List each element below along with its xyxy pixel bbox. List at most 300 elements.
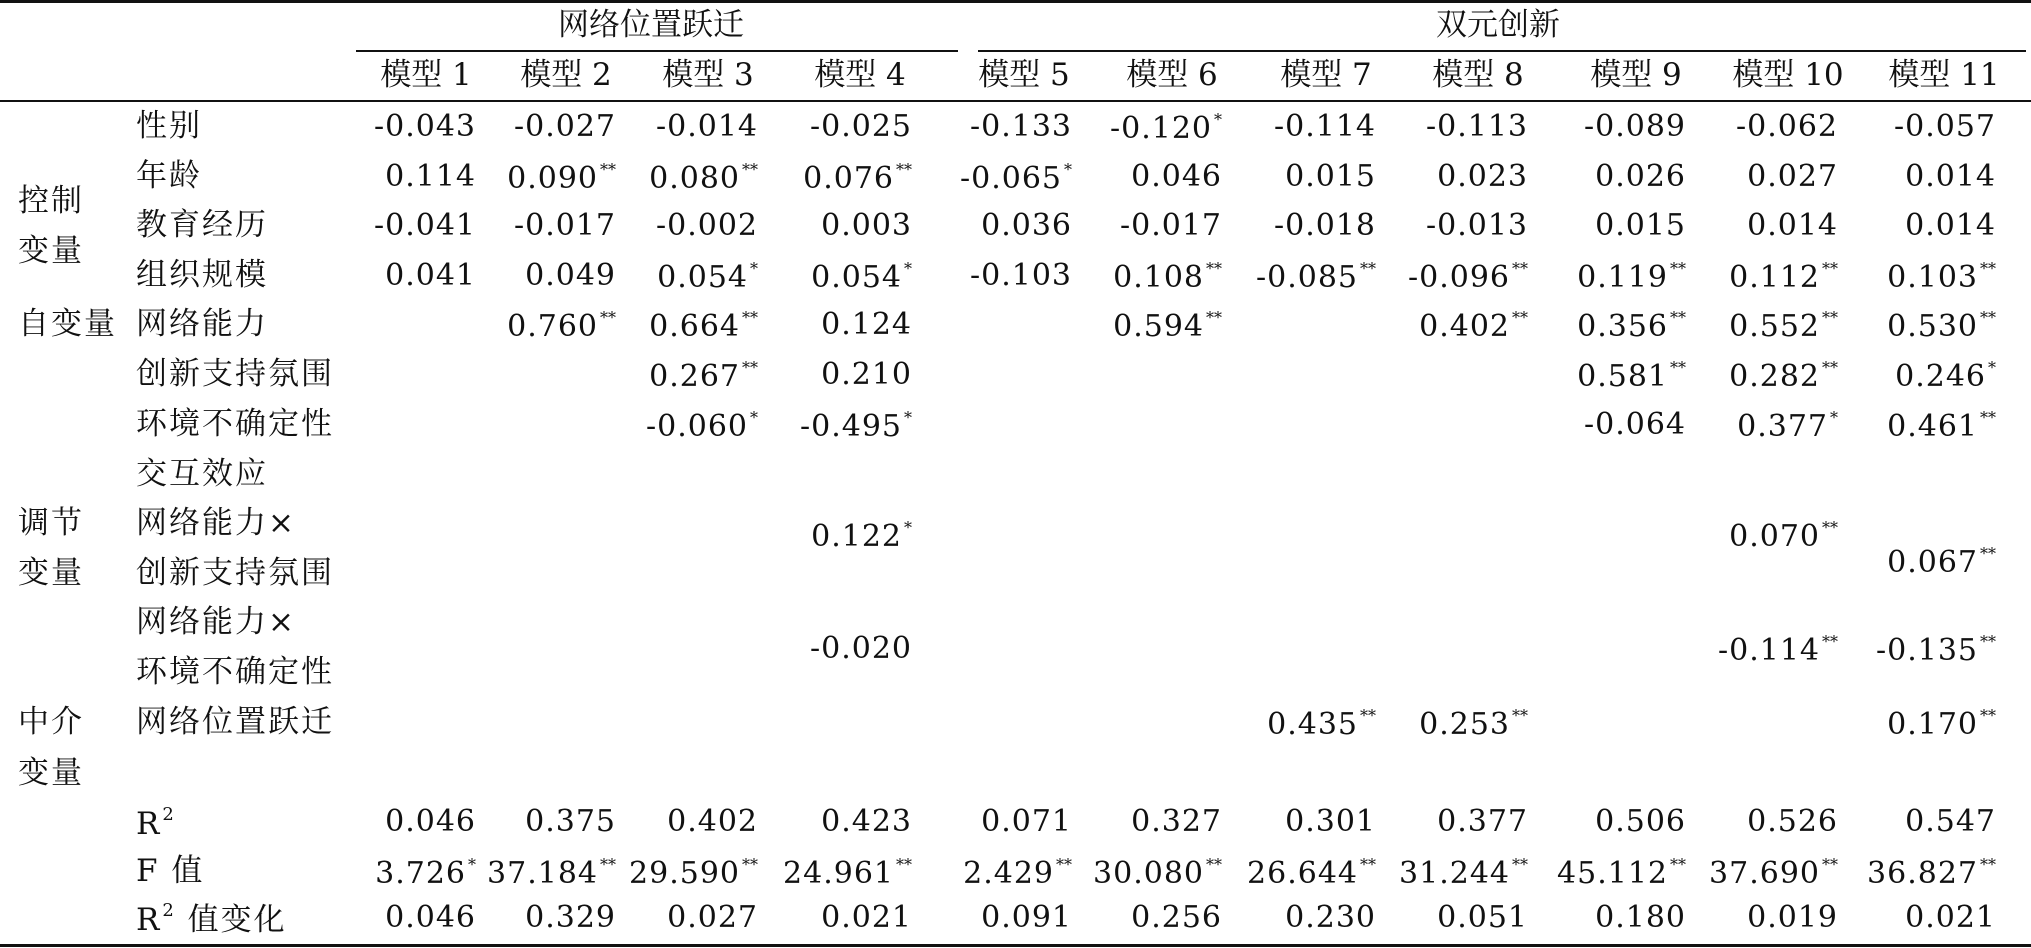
cell-education-model-3	[608, 208, 758, 243]
cell-f-value-model-11	[1846, 857, 1996, 889]
cell-value: 0.014	[1905, 208, 1996, 243]
significance-mark: *	[1064, 160, 1072, 179]
cell-value: -0.135	[1875, 633, 1978, 668]
cell-value: -0.043	[373, 109, 476, 144]
cell-education-model-7	[1226, 208, 1376, 243]
significance-mark: **	[1670, 855, 1686, 874]
cell-age-model-1	[326, 159, 476, 194]
cell-value: 0.124	[821, 307, 912, 342]
cell-value: 0.046	[1131, 159, 1222, 194]
cell-value: -0.017	[513, 208, 616, 243]
cell-education-model-11	[1846, 208, 1996, 243]
significance-mark: *	[468, 855, 476, 874]
model-header-10: 模型 10	[1732, 57, 1844, 93]
significance-mark: **	[1980, 408, 1996, 427]
cell-value: 0.041	[385, 258, 476, 293]
cell-r2-change-model-7	[1226, 900, 1376, 935]
model-header-7: 模型 7	[1280, 57, 1372, 93]
cell-value: 0.506	[1595, 804, 1686, 839]
cell-gender-model-9	[1536, 109, 1686, 144]
significance-mark: **	[1980, 855, 1996, 874]
cell-r2-model-4	[762, 804, 912, 839]
cell-r2-change-model-4	[762, 900, 912, 935]
model-header-9: 模型 9	[1590, 57, 1682, 93]
cell-value: 0.356	[1577, 309, 1668, 344]
row-label-network-capability: 网络能力	[136, 306, 268, 342]
cell-value: -0.060	[645, 409, 748, 444]
row-label-env-uncertainty: 环境不确定性	[136, 406, 334, 442]
model-header-5: 模型 5	[978, 57, 1070, 93]
cell-value: -0.103	[969, 258, 1072, 293]
cell-gender-model-3	[608, 109, 758, 144]
cell-r2-model-2	[466, 804, 616, 839]
cell-value: 0.114	[385, 159, 476, 194]
significance-mark: **	[1512, 855, 1528, 874]
r2-change-letter: R	[136, 902, 162, 938]
cell-org-size-model-5	[922, 258, 1072, 293]
cell-value: 0.256	[1131, 900, 1222, 935]
row-label-nc-x-climate: 创新支持氛围	[136, 555, 334, 591]
cell-network-capability-model-2	[466, 310, 616, 342]
row-label-innovation-climate: 创新支持氛围	[136, 356, 334, 392]
significance-mark: *	[904, 259, 912, 278]
cell-value: 0.210	[821, 357, 912, 392]
cell-value: 0.282	[1729, 359, 1820, 394]
significance-mark: **	[1206, 259, 1222, 278]
cell-network-position-model-11	[1846, 708, 1996, 740]
cell-age-model-11	[1846, 159, 1996, 194]
group-right-underline	[978, 50, 2026, 52]
cell-org-size-model-7	[1226, 261, 1376, 293]
row-label-nc-x-2: 网络能力×	[136, 604, 296, 640]
cell-gender-model-5	[922, 109, 1072, 144]
cell-age-model-2	[466, 162, 616, 194]
cell-age-model-10	[1688, 159, 1838, 194]
cell-education-model-9	[1536, 208, 1686, 243]
significance-mark: *	[1214, 110, 1222, 129]
cell-nc-x-uncertainty-model-10	[1688, 634, 1838, 666]
cell-r2-model-3	[608, 804, 758, 839]
significance-mark: **	[1670, 358, 1686, 377]
significance-mark: **	[1360, 706, 1376, 725]
cell-value: 0.023	[1437, 159, 1528, 194]
cell-value: 26.644	[1247, 856, 1358, 891]
cell-env-uncertainty-model-4	[762, 410, 912, 442]
cell-gender-model-11	[1846, 109, 1996, 144]
cell-r2-change-model-8	[1378, 900, 1528, 935]
r2-change-superscript: 2	[162, 900, 176, 921]
cell-value: -0.114	[1717, 633, 1820, 668]
cell-org-size-model-3	[608, 261, 758, 293]
cell-value: -0.020	[809, 631, 912, 666]
model-header-4: 模型 4	[814, 57, 906, 93]
cell-r2-model-10	[1688, 804, 1838, 839]
r2-letter: R	[136, 806, 162, 842]
group-label-independent: 自变量	[18, 306, 117, 342]
cell-value: 0.108	[1113, 260, 1204, 295]
cell-value: 0.547	[1905, 804, 1996, 839]
model-header-8: 模型 8	[1432, 57, 1524, 93]
group-label-mediator-2: 变量	[18, 755, 84, 791]
cell-value: 0.301	[1285, 804, 1376, 839]
cell-value: -0.041	[373, 208, 476, 243]
significance-mark: **	[896, 160, 912, 179]
cell-r2-change-model-6	[1072, 900, 1222, 935]
cell-r2-change-model-9	[1536, 900, 1686, 935]
row-label-gender: 性别	[136, 108, 202, 144]
cell-value: 0.026	[1595, 159, 1686, 194]
significance-mark: **	[1670, 308, 1686, 327]
significance-mark: **	[1670, 259, 1686, 278]
cell-value: 0.103	[1887, 260, 1978, 295]
cell-gender-model-1	[326, 109, 476, 144]
row-label-nc-x-1: 网络能力×	[136, 505, 296, 541]
cell-value: 0.027	[667, 900, 758, 935]
significance-mark: **	[1822, 308, 1838, 327]
cell-value: 0.180	[1595, 900, 1686, 935]
significance-mark: *	[750, 259, 758, 278]
cell-value: 0.230	[1285, 900, 1376, 935]
significance-mark: **	[742, 308, 758, 327]
cell-value: -0.002	[655, 208, 758, 243]
cell-env-uncertainty-model-9	[1536, 407, 1686, 442]
row-label-nc-x-uncertainty: 环境不确定性	[136, 654, 334, 690]
r2-change-suffix: 值变化	[187, 902, 287, 938]
significance-mark: **	[1360, 259, 1376, 278]
cell-network-capability-model-4	[762, 307, 912, 342]
cell-nc-x-uncertainty-model-4	[762, 631, 912, 666]
group-label-control-2: 变量	[18, 233, 84, 269]
cell-value: -0.085	[1255, 260, 1358, 295]
cell-r2-model-6	[1072, 804, 1222, 839]
significance-mark: **	[1980, 632, 1996, 651]
cell-gender-model-2	[466, 109, 616, 144]
model-header-6: 模型 6	[1126, 57, 1218, 93]
cell-r2-change-model-5	[922, 900, 1072, 935]
cell-value: 0.014	[1905, 159, 1996, 194]
cell-gender-model-7	[1226, 109, 1376, 144]
row-label-r2	[136, 806, 176, 840]
cell-value: 0.526	[1747, 804, 1838, 839]
cell-value: 0.327	[1131, 804, 1222, 839]
row-label-f-value: F 值	[136, 853, 205, 889]
cell-value: 0.021	[821, 900, 912, 935]
significance-mark: **	[1980, 259, 1996, 278]
cell-value: -0.065	[959, 161, 1062, 196]
cell-gender-model-8	[1378, 109, 1528, 144]
cell-nc-x-climate-model-10	[1688, 520, 1838, 552]
cell-nc-x-uncertainty-model-11	[1846, 634, 1996, 666]
significance-mark: **	[1512, 308, 1528, 327]
cell-env-uncertainty-model-3	[608, 410, 758, 442]
cell-value: 0.046	[385, 804, 476, 839]
cell-value: -0.089	[1583, 109, 1686, 144]
cell-value: 2.429	[963, 856, 1054, 891]
cell-value: 0.267	[649, 359, 740, 394]
cell-value: 0.377	[1437, 804, 1528, 839]
cell-education-model-8	[1378, 208, 1528, 243]
cell-value: -0.096	[1407, 260, 1510, 295]
cell-network-position-model-8	[1378, 708, 1528, 740]
cell-age-model-6	[1072, 159, 1222, 194]
cell-value: 29.590	[629, 856, 740, 891]
significance-mark: *	[904, 518, 912, 537]
group-label-moderator-2: 变量	[18, 555, 84, 591]
cell-nc-x-climate-model-4	[762, 520, 912, 552]
cell-org-size-model-11	[1846, 261, 1996, 293]
group-label-control-1: 控制	[18, 183, 84, 219]
cell-innovation-climate-model-10	[1688, 360, 1838, 392]
cell-r2-change-model-10	[1688, 900, 1838, 935]
cell-age-model-4	[762, 162, 912, 194]
cell-value: 0.051	[1437, 900, 1528, 935]
cell-age-model-9	[1536, 159, 1686, 194]
cell-value: 0.594	[1113, 309, 1204, 344]
cell-f-value-model-8	[1378, 857, 1528, 889]
cell-value: 0.046	[385, 900, 476, 935]
cell-r2-model-9	[1536, 804, 1686, 839]
cell-value: 37.184	[487, 856, 598, 891]
cell-value: 0.461	[1887, 409, 1978, 444]
cell-value: -0.120	[1109, 111, 1212, 146]
cell-value: 0.049	[525, 258, 616, 293]
cell-f-value-model-2	[466, 857, 616, 889]
significance-mark: **	[1822, 358, 1838, 377]
cell-org-size-model-1	[326, 258, 476, 293]
significance-mark: **	[742, 855, 758, 874]
cell-org-size-model-2	[466, 258, 616, 293]
cell-value: 36.827	[1867, 856, 1978, 891]
cell-r2-model-5	[922, 804, 1072, 839]
cell-org-size-model-10	[1688, 261, 1838, 293]
cell-gender-model-10	[1688, 109, 1838, 144]
cell-network-capability-model-6	[1072, 310, 1222, 342]
cell-f-value-model-5	[922, 857, 1072, 889]
group-label-mediator-1: 中介	[18, 704, 84, 740]
cell-env-uncertainty-model-10	[1688, 410, 1838, 442]
cell-value: 0.090	[507, 161, 598, 196]
cell-value: 0.070	[1729, 519, 1820, 554]
cell-nc-x-climate-model-11	[1846, 546, 1996, 578]
cell-value: -0.062	[1735, 109, 1838, 144]
significance-mark: **	[1822, 259, 1838, 278]
cell-value: 24.961	[783, 856, 894, 891]
cell-r2-model-7	[1226, 804, 1376, 839]
cell-age-model-5	[922, 162, 1072, 194]
cell-value: 0.253	[1419, 707, 1510, 742]
cell-value: 0.080	[649, 161, 740, 196]
cell-value: -0.113	[1425, 109, 1528, 144]
cell-age-model-8	[1378, 159, 1528, 194]
cell-value: 0.530	[1887, 309, 1978, 344]
cell-network-capability-model-3	[608, 310, 758, 342]
row-label-interaction: 交互效应	[136, 456, 268, 492]
cell-network-position-model-7	[1226, 708, 1376, 740]
significance-mark: **	[1360, 855, 1376, 874]
cell-value: 0.402	[1419, 309, 1510, 344]
cell-f-value-model-9	[1536, 857, 1686, 889]
cell-value: 0.377	[1737, 409, 1828, 444]
cell-value: 0.015	[1595, 208, 1686, 243]
row-label-network-position: 网络位置跃迁	[136, 704, 334, 740]
cell-r2-model-1	[326, 804, 476, 839]
significance-mark: *	[1830, 408, 1838, 427]
significance-mark: **	[1206, 308, 1222, 327]
cell-value: 0.760	[507, 309, 598, 344]
cell-value: 0.402	[667, 804, 758, 839]
cell-age-model-3	[608, 162, 758, 194]
group-left-underline	[356, 50, 958, 52]
cell-value: 0.112	[1729, 260, 1820, 295]
cell-r2-change-model-1	[326, 900, 476, 935]
cell-value: -0.014	[655, 109, 758, 144]
significance-mark: **	[600, 855, 616, 874]
cell-value: -0.013	[1425, 208, 1528, 243]
cell-value: -0.133	[969, 109, 1072, 144]
cell-value: 0.329	[525, 900, 616, 935]
cell-value: 0.067	[1887, 545, 1978, 580]
cell-value: 0.246	[1895, 359, 1986, 394]
group-label-moderator-1: 调节	[18, 505, 84, 541]
significance-mark: **	[600, 160, 616, 179]
cell-innovation-climate-model-11	[1846, 360, 1996, 392]
cell-value: 45.112	[1557, 856, 1668, 891]
cell-org-size-model-4	[762, 261, 912, 293]
cell-innovation-climate-model-3	[608, 360, 758, 392]
cell-education-model-1	[326, 208, 476, 243]
significance-mark: *	[750, 408, 758, 427]
cell-value: 0.027	[1747, 159, 1838, 194]
significance-mark: **	[1822, 855, 1838, 874]
cell-value: 0.581	[1577, 359, 1668, 394]
cell-value: 0.054	[811, 260, 902, 295]
cell-education-model-2	[466, 208, 616, 243]
cell-org-size-model-6	[1072, 261, 1222, 293]
cell-f-value-model-6	[1072, 857, 1222, 889]
cell-education-model-10	[1688, 208, 1838, 243]
cell-value: 0.122	[811, 519, 902, 554]
row-label-r2-change	[136, 902, 287, 936]
model-header-2: 模型 2	[520, 57, 612, 93]
cell-value: 0.552	[1729, 309, 1820, 344]
cell-value: 37.690	[1709, 856, 1820, 891]
cell-innovation-climate-model-4	[762, 357, 912, 392]
cell-f-value-model-10	[1688, 857, 1838, 889]
cell-gender-model-4	[762, 109, 912, 144]
cell-network-capability-model-11	[1846, 310, 1996, 342]
cell-value: 0.054	[657, 260, 748, 295]
significance-mark: **	[742, 160, 758, 179]
cell-r2-model-11	[1846, 804, 1996, 839]
cell-value: 0.119	[1577, 260, 1668, 295]
cell-value: 0.076	[803, 161, 894, 196]
cell-r2-change-model-11	[1846, 900, 1996, 935]
cell-education-model-5	[922, 208, 1072, 243]
cell-f-value-model-1	[326, 857, 476, 889]
cell-value: 0.003	[821, 208, 912, 243]
cell-value: 0.021	[1905, 900, 1996, 935]
cell-value: 0.375	[525, 804, 616, 839]
cell-f-value-model-4	[762, 857, 912, 889]
significance-mark: **	[742, 358, 758, 377]
cell-value: 0.423	[821, 804, 912, 839]
group-header-dual-innovation: 双元创新	[1436, 7, 1560, 43]
significance-mark: **	[1056, 855, 1072, 874]
model-header-3: 模型 3	[662, 57, 754, 93]
significance-mark: **	[600, 308, 616, 327]
significance-mark: *	[904, 408, 912, 427]
significance-mark: **	[1512, 259, 1528, 278]
cell-value: 30.080	[1093, 856, 1204, 891]
cell-value: 3.726	[375, 856, 466, 891]
cell-value: -0.057	[1893, 109, 1996, 144]
cell-r2-change-model-2	[466, 900, 616, 935]
significance-mark: **	[1980, 308, 1996, 327]
cell-network-capability-model-9	[1536, 310, 1686, 342]
significance-mark: **	[1206, 855, 1222, 874]
significance-mark: **	[1980, 544, 1996, 563]
r2-superscript: 2	[162, 804, 176, 825]
cell-f-value-model-7	[1226, 857, 1376, 889]
cell-env-uncertainty-model-11	[1846, 410, 1996, 442]
significance-mark: *	[1988, 358, 1996, 377]
significance-mark: **	[1512, 706, 1528, 725]
cell-age-model-7	[1226, 159, 1376, 194]
cell-value: 0.014	[1747, 208, 1838, 243]
significance-mark: **	[1822, 632, 1838, 651]
cell-gender-model-6	[1072, 112, 1222, 144]
cell-r2-model-8	[1378, 804, 1528, 839]
cell-r2-change-model-3	[608, 900, 758, 935]
cell-education-model-4	[762, 208, 912, 243]
cell-value: -0.017	[1119, 208, 1222, 243]
cell-education-model-6	[1072, 208, 1222, 243]
cell-value: -0.114	[1273, 109, 1376, 144]
cell-network-capability-model-8	[1378, 310, 1528, 342]
cell-org-size-model-8	[1378, 261, 1528, 293]
cell-f-value-model-3	[608, 857, 758, 889]
cell-value: -0.025	[809, 109, 912, 144]
row-label-age: 年龄	[136, 158, 202, 194]
cell-value: -0.064	[1583, 407, 1686, 442]
cell-value: 0.170	[1887, 707, 1978, 742]
cell-value: 0.036	[981, 208, 1072, 243]
cell-innovation-climate-model-9	[1536, 360, 1686, 392]
model-header-11: 模型 11	[1888, 57, 2000, 93]
cell-value: 0.091	[981, 900, 1072, 935]
cell-value: 0.015	[1285, 159, 1376, 194]
row-label-org-size: 组织规模	[136, 257, 268, 293]
cell-value: 0.435	[1267, 707, 1358, 742]
significance-mark: **	[1980, 706, 1996, 725]
cell-value: 0.664	[649, 309, 740, 344]
significance-mark: **	[1822, 518, 1838, 537]
cell-network-capability-model-10	[1688, 310, 1838, 342]
cell-value: 0.071	[981, 804, 1072, 839]
bottom-rule	[0, 944, 2031, 947]
cell-org-size-model-9	[1536, 261, 1686, 293]
cell-value: -0.495	[799, 409, 902, 444]
significance-mark: **	[896, 855, 912, 874]
cell-value: -0.018	[1273, 208, 1376, 243]
top-rule	[0, 0, 2031, 3]
row-label-education: 教育经历	[136, 207, 268, 243]
model-header-1: 模型 1	[380, 57, 472, 93]
cell-value: -0.027	[513, 109, 616, 144]
cell-value: 0.019	[1747, 900, 1838, 935]
group-header-network-position: 网络位置跃迁	[558, 7, 744, 43]
cell-value: 31.244	[1399, 856, 1510, 891]
